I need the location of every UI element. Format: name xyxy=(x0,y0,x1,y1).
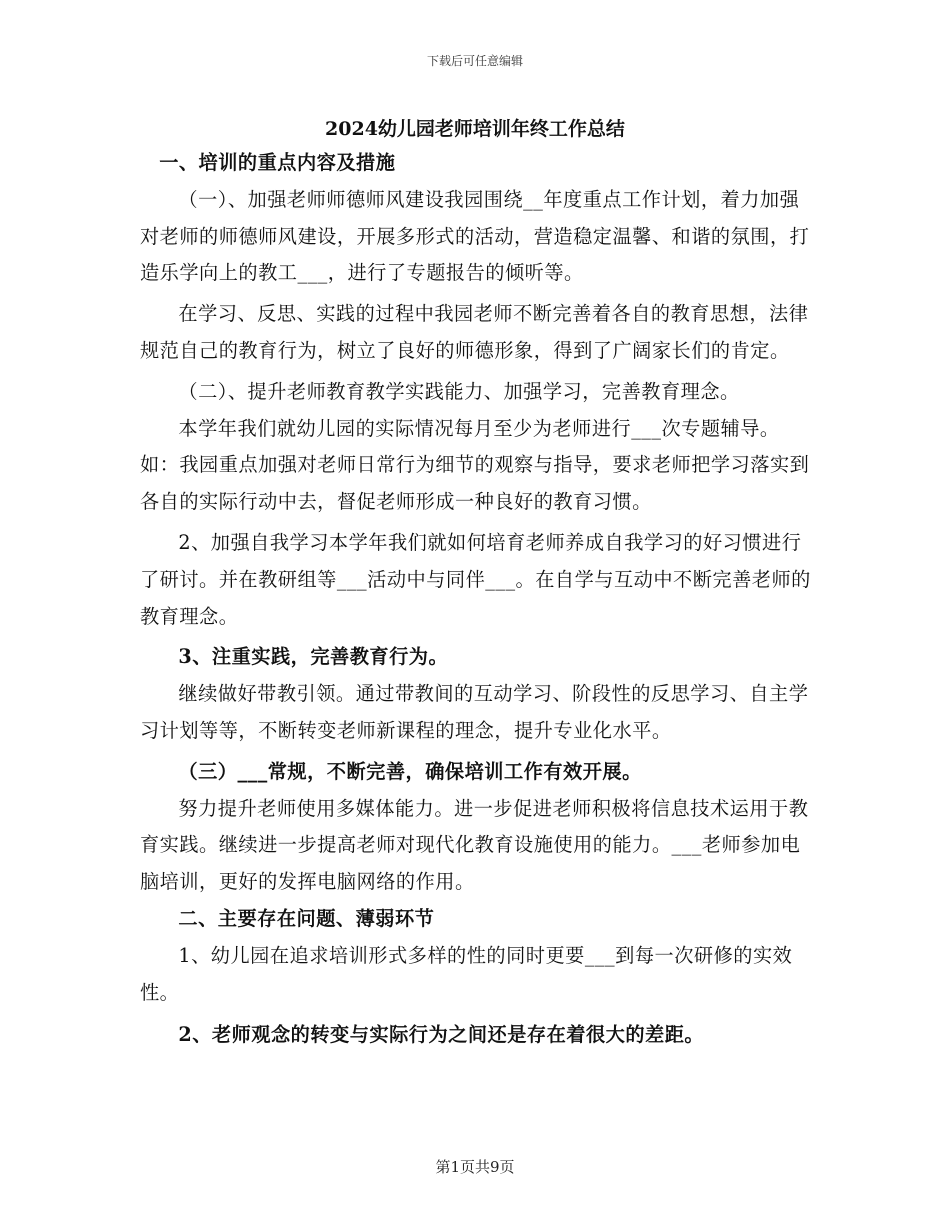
paragraph-9: 努力提升老师使用多媒体能力。进一步促进老师积极将信息技术运用于教育实践。继续进一步提高老师对现代化教育设施使用的能力。___老师参加电脑培训，更好的发挥电脑网络的作用。 xyxy=(140,796,809,894)
section-heading-2: 二、主要存在问题、薄弱环节 xyxy=(178,906,435,930)
document-title: 2024幼儿园老师培训年终工作总结 xyxy=(325,118,625,140)
paragraph-3: （二）、提升老师教育教学实践能力、加强学习，完善教育理念。 xyxy=(178,379,740,403)
paragraph-10: 1、幼儿园在追求培训形式多样的性的同时更要___到每一次研修的实效性。 xyxy=(140,943,793,1004)
document-body xyxy=(140,145,812,1054)
paragraph-6-heading: 3、注重实践，完善教育行为。 xyxy=(178,645,449,669)
page-header-note: 下载后可任意编辑 xyxy=(426,54,523,68)
paragraph-8-heading: （三）___常规，不断完善，确保培训工作有效开展。 xyxy=(178,759,642,783)
paragraph-2: 在学习、反思、实践的过程中我园老师不断完善着各自的教育思想，法律规范自己的教育行为，树立了良好的师德形象，得到了广阔家长们的肯定。 xyxy=(140,302,809,362)
paragraph-11-heading: 2、老师观念的转变与实际行为之间还是存在着很大的差距。 xyxy=(178,1023,705,1047)
paragraph-1: （一）、加强老师师德师风建设我园围绕__年度重点工作计划，着力加强对老师的师德师风建设，开展多形式的活动，营造稳定温馨、和谐的氛围，打造乐学向上的教工___，进行了专题报告的倾听等。 xyxy=(140,187,810,285)
page-footer-number: 第1页共9页 xyxy=(435,1158,515,1176)
paragraph-4: 本学年我们就幼儿园的实际情况每月至少为老师进行___次专题辅导。如：我园重点加强对老师日常行为细节的观察与指导，要求老师把学习落实到各自的实际行动中去，督促老师形成一种良好的教育习惯。 xyxy=(140,416,810,514)
paragraph-5: 2、加强自我学习本学年我们就如何培育老师养成自我学习的好习惯进行了研讨。并在教研组等___活动中与同伴___。在自学与互动中不断完善老师的教育理念。 xyxy=(140,530,811,628)
section-heading-1: 一、培训的重点内容及措施 xyxy=(159,151,396,174)
paragraph-7: 继续做好带教引领。通过带教间的互动学习、阶段性的反思学习、自主学习计划等等，不断转变老师新课程的理念，提升专业化水平。 xyxy=(140,682,809,742)
